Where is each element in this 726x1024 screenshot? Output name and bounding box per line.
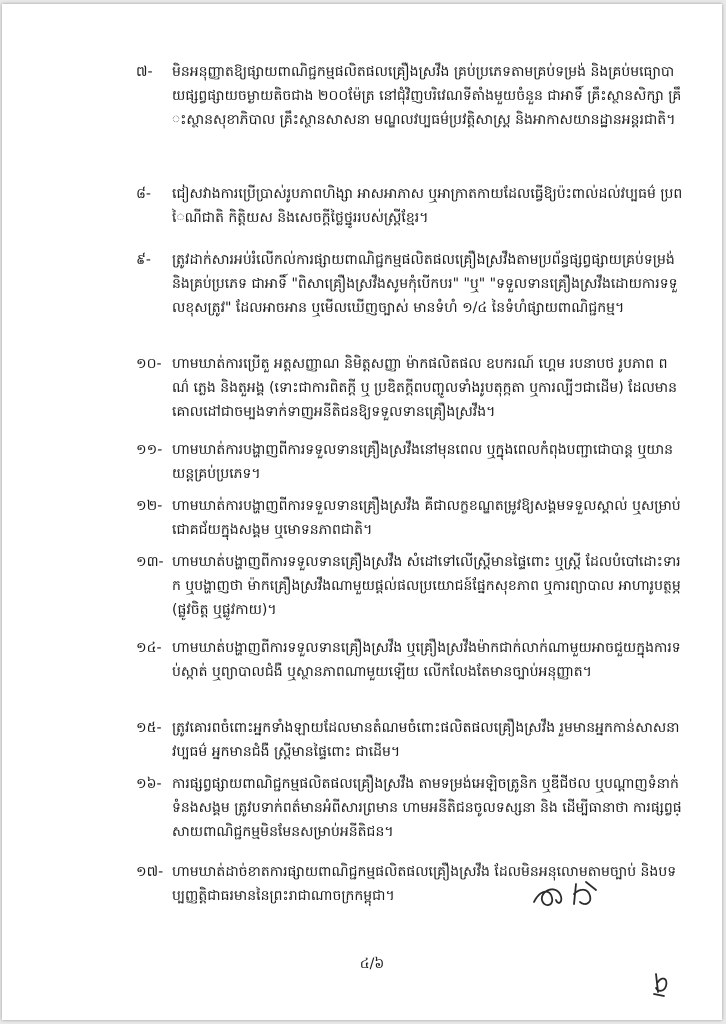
item-text: ហាមឃាត់ការបង្ហាញពីការទទួលទានគ្រឿងស្រវឹង គឺជាលក្ខខណ្ឌតម្រូវឱ្យសង្គមទទួលស្គាល់ ឬសម្រាប់ជោគជ័យក្នុងសង្គម ឬមោទនភាពជាតិ។ bbox=[172, 498, 681, 538]
article-list bbox=[2, 4, 722, 944]
item-number: ១៤- bbox=[136, 640, 162, 656]
item-number: ១០- bbox=[136, 356, 162, 372]
page-number: ៤/៦ bbox=[359, 956, 385, 972]
item-number: ៩- bbox=[136, 252, 151, 268]
item-text: ហាមឃាត់ដាច់ខាតការផ្សាយពាណិជ្ជកម្មផលិតផលគ្រឿងស្រវឹង ដែលមិនអនុលោមតាមច្បាប់ និងបទប្បញ្ញត្តិជាធរមាននៃព្រះរាជាណាចក្រកម្ពុជា។ bbox=[172, 864, 677, 904]
item-text: ហាមឃាត់បង្ហាញពីការទទួលទានគ្រឿងស្រវឹង ឬគ្រឿងស្រវឹងម៉ាកជាក់លាក់ណាមួយអាចជួយក្នុងការទប់ស្កាត់ ឬព្យាបាលជំងឺ ឬស្ថានភាពណាមួយឡើយ លើកលែងតែមានច្បាប់អនុញ្ញាត។ bbox=[172, 640, 681, 680]
item-text: ហាមឃាត់បង្ហាញពីការទទួលទានគ្រឿងស្រវឹង សំដៅទៅលើស្ត្រីមានផ្ទៃពោះ ឬស្ត្រី ដែលបំបៅដោះទារក ឬបង្ហាញថា ម៉ាកគ្រឿងស្រវឹងណាមួយផ្តល់ផលប្រយោជន៍ផ្នែកសុខភាព ឬការព្យាបាល អាហារូបត្ថម្ភ (ផ្លូវចិត្ត ឬផ្លូវកាយ)។ bbox=[172, 554, 681, 618]
item-number: ១៧- bbox=[136, 864, 164, 880]
item-text: ត្រូវដាក់សារអប់រំលើកល់ការផ្សាយពាណិជ្ជកម្មផលិតផលគ្រឿងស្រវឹងតាមប្រព័ន្ធផ្សព្វផ្សាយគ្រប់ទម្រង់ និងគ្រប់ប្រភេទ ជាអាទិ៍ "ពិសាគ្រឿងស្រវឹងសូមកុំបើកបរ" "ឬ" "ទទួលទានគ្រឿងស្រវឹងដោយការទទួលខុសត្រូវ" ដែលអាចអាន ឬមើលឃើញច្បាស់ មានទំហំ ១/៤ នៃទំហំផ្សាយពាណិជ្ជកម្ម។ bbox=[172, 252, 678, 316]
item-number: ៧- bbox=[136, 64, 153, 80]
item-text: ហាមឃាត់ការប្រើតួ អត្តសញ្ញាណ និមិត្តសញ្ញា ម៉ាកផលិតផល ឧបករណ៍ ហ្គេម របនាបថ រូបភាព ពណ៌ ភ្លេង និងតួអង្គ (ទោះជាការពិតក្តី ឬ ប្រឌិតក្តីពបញ្ចូលទាំងរូបតុក្កតា ឬការល្បីៗជាដើម) ដែលមានគោលដៅជាចម្បងទាក់ទាញអនីតិជនឱ្យទទួលទានគ្រឿងស្រវឹង។ bbox=[172, 356, 678, 420]
item-text: មិនអនុញ្ញាតឱ្យផ្សាយពាណិជ្ជកម្មផលិតផលគ្រឿងស្រវឹង គ្រប់ប្រភេទតាមគ្រប់ទម្រង់ និងគ្រប់មធ្យោបាយផ្សព្វផ្សាយចម្ងាយតិចជាង ២០០ម៉ែត្រ នៅជុំវិញបរិវេណទីតាំងមួយចំនួន ជាអាទិ៍ គ្រឹះស្ថានសិក្សា គ្រឹះស្ថានសុខាភិបាល គ្រឹះស្ថានសាសនា មណ្ឌលវប្បធម៌ប្រវត្តិសាស្ត្រ និងអាកាសយានដ្ឋានអន្តរជាតិ។ bbox=[172, 64, 682, 128]
item-text: ជៀសវាងការប្រើប្រាស់រូបភាពហិង្សា អាសអាភាស ឬអាក្រាតកាយដែលធ្វើឱ្យប៉ះពាល់ដល់វប្បធម៌ ប្រពៃណីជាតិ កិត្តិយស និងសេចក្តីថ្លៃថ្នូររបស់ស្ត្រីខ្មែរ។ bbox=[172, 186, 683, 226]
document-page bbox=[2, 4, 722, 1020]
item-number: ១២- bbox=[136, 498, 163, 514]
initial-mark bbox=[650, 970, 672, 998]
item-number: ១៦- bbox=[136, 776, 162, 792]
item-number: ១៥- bbox=[136, 720, 162, 736]
item-number: ១៣- bbox=[136, 554, 164, 570]
item-text: ការផ្សព្វផ្សាយពាណិជ្ជកម្មផលិតផលគ្រឿងស្រវឹង តាមទម្រង់អេឡិចត្រូនិក ឬឌីជីថល ឬបណ្តាញទំនាក់ទំនងសង្គម ត្រូវបទាក់ពត៌មានអំពីសារព្រមាន ហាមអនីតិជនចូលទស្សនា និង ដើម្បីធានាថា ការផ្សព្វផ្សាយពាណិជ្ជកម្មមិនមែនសម្រាប់អនីតិជន។ bbox=[172, 776, 682, 840]
item-number: ១១- bbox=[136, 442, 163, 458]
item-text: ត្រូវគោរពចំពោះអ្នកទាំងឡាយដែលមានតំណមចំពោះផលិតផលគ្រឿងស្រវឹង រួមមានអ្នកកាន់សាសនា វប្បធម៌ អ្នកមានជំងឺ ស្ត្រីមានផ្ទៃពោះ ជាដើម។ bbox=[172, 720, 680, 760]
item-text: ហាមឃាត់ការបង្ហាញពីការទទួលទានគ្រឿងស្រវឹងនៅមុនពេល ឬក្នុងពេលកំពុងបញ្ជាជោបាន្ត ឬយានយន្តគ្រប់ប្រភេទ។ bbox=[172, 442, 674, 482]
signature-initials bbox=[530, 876, 610, 916]
item-number: ៨- bbox=[136, 186, 151, 202]
